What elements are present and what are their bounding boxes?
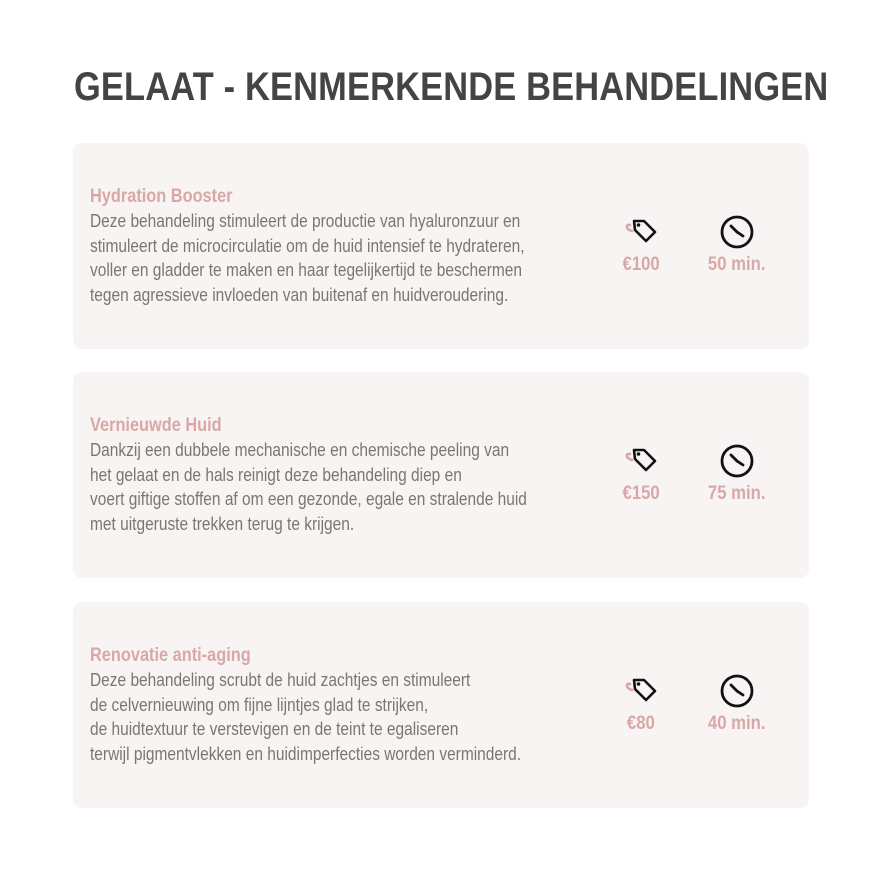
treatment-card-hydration-booster — [73, 143, 809, 349]
treatment-text — [90, 143, 610, 349]
page-title: GELAAT - KENMERKENDE BEHANDELINGEN — [74, 65, 829, 109]
duration-value: 40 min. — [708, 713, 766, 734]
treatment-description-line: Deze behandeling scrubt de huid zachtjes en stimuleert — [90, 670, 471, 690]
treatment-description-line: voert giftige stoffen af om een gezonde, egale en stralende huid — [90, 489, 527, 509]
treatment-description-line: met uitgeruste trekken terug te krijgen. — [90, 513, 355, 534]
price-tag-icon — [621, 444, 661, 478]
treatment-card-vernieuwde-huid — [73, 372, 809, 578]
treatment-description-line: terwijl pigmentvlekken en huidimperfecties worden verminderd. — [90, 743, 522, 764]
treatment-price — [596, 602, 686, 808]
treatment-description-line: stimuleert de microcirculatie om de huid intensief te hydrateren, — [90, 235, 525, 256]
treatment-description-line: tegen agressieve invloeden van buitenaf en huidveroudering. — [90, 284, 509, 305]
treatment-text — [90, 372, 610, 578]
price-tag-icon — [621, 674, 661, 708]
price-value: €100 — [622, 254, 660, 275]
price-value: €80 — [627, 713, 655, 734]
treatment-description-line: de huidtextuur te verstevigen en de teint te egaliseren — [90, 719, 459, 739]
price-value: €150 — [622, 483, 660, 504]
treatment-description-line: Dankzij een dubbele mechanische en chemische peeling van — [90, 440, 510, 460]
duration-value: 50 min. — [708, 254, 766, 275]
treatment-price — [596, 372, 686, 578]
treatment-description-line: de celvernieuwing om fijne lijntjes glad te strijken, — [90, 694, 429, 715]
treatment-duration — [692, 602, 782, 808]
treatment-duration — [692, 143, 782, 349]
treatment-title: Renovatie anti-aging — [90, 645, 251, 666]
clock-icon — [717, 674, 757, 708]
treatment-description-line: het gelaat en de hals reinigt deze behandeling diep en — [90, 464, 462, 485]
treatment-text — [90, 602, 610, 808]
treatment-title: Hydration Booster — [90, 186, 233, 207]
clock-icon — [717, 444, 757, 478]
treatment-title: Vernieuwde Huid — [90, 415, 222, 436]
treatment-description-line: Deze behandeling stimuleert de productie van hyaluronzuur en — [90, 211, 521, 231]
duration-value: 75 min. — [708, 483, 766, 504]
treatment-card-renovatie-anti-aging — [73, 602, 809, 808]
price-tag-icon — [621, 215, 661, 249]
treatment-price — [596, 143, 686, 349]
clock-icon — [717, 215, 757, 249]
treatment-duration — [692, 372, 782, 578]
treatment-description-line: voller en gladder te maken en haar tegelijkertijd te beschermen — [90, 260, 522, 280]
